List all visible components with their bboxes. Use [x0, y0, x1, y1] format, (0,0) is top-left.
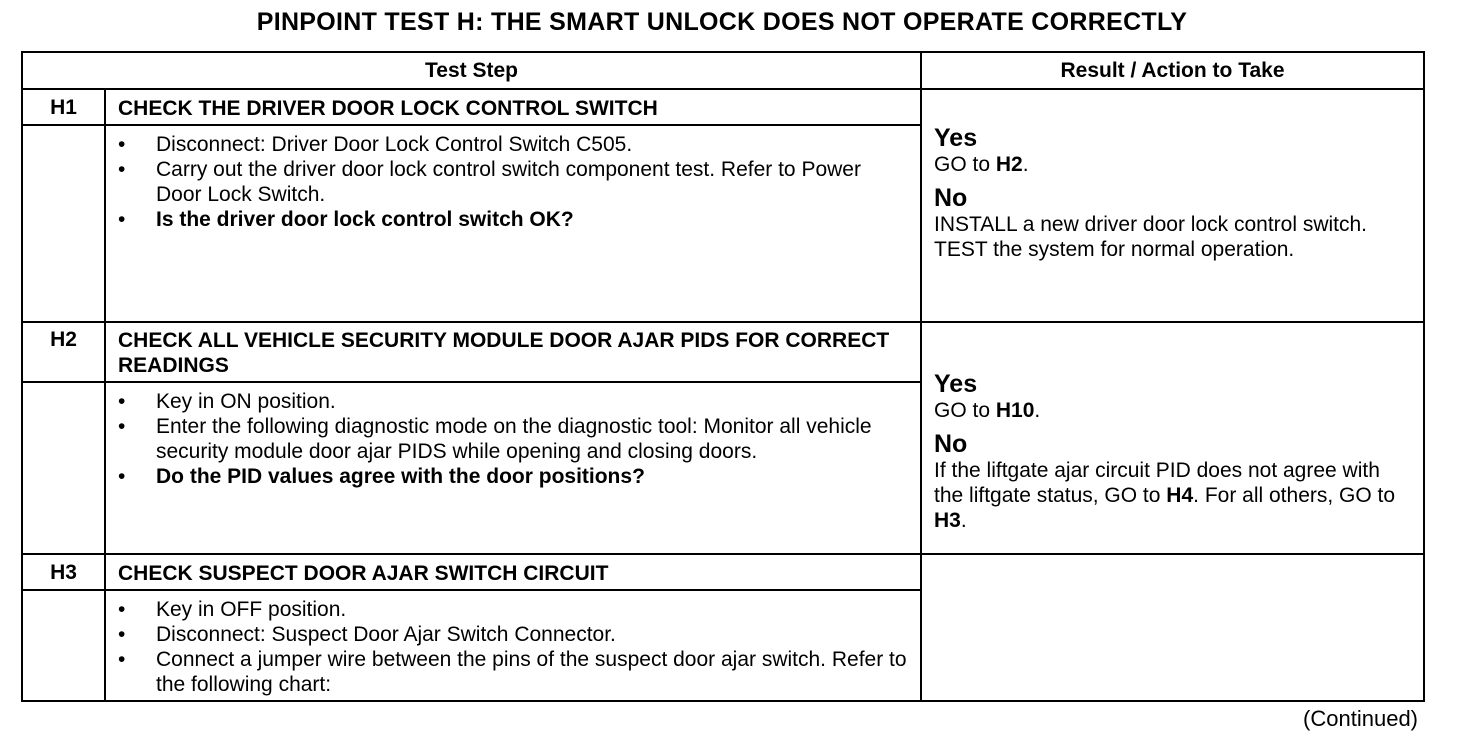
step-heading: CHECK ALL VEHICLE SECURITY MODULE DOOR AJAR PIDS FOR CORRECT READINGS [105, 322, 921, 382]
step-result [921, 554, 1424, 701]
column-header-result: Result / Action to Take [921, 52, 1424, 89]
step-heading-row [22, 89, 1424, 125]
continued-note: (Continued) [1303, 706, 1418, 731]
step-heading-row [22, 554, 1424, 590]
step-instructions [105, 125, 921, 322]
step-question: • Is the driver door lock control switch OK? [118, 207, 910, 232]
result-yes-text: GO to H2. [934, 153, 1029, 176]
list-item: • Carry out the driver door lock control switch component test. Refer to Power Door Lock Switch. [118, 157, 910, 207]
step-link: H2 [995, 153, 1023, 176]
result-yes-label: Yes [934, 124, 978, 152]
step-heading-row [22, 322, 1424, 382]
step-link: H3 [934, 509, 961, 532]
step-instructions [105, 590, 921, 701]
step-id: H2 [22, 322, 105, 382]
result-yes-text: GO to H10. [934, 399, 1041, 422]
step-result [921, 322, 1424, 554]
list-item: • Enter the following diagnostic mode on the diagnostic tool: Monitor all vehicle security module door ajar PIDS while opening and closing doors. [118, 414, 910, 464]
table-header-row [22, 52, 1424, 89]
result-no-text: If the liftgate ajar circuit PID does not agree with the liftgate status, GO to H4. For all others, GO to H3. [934, 459, 1396, 532]
step-result [921, 89, 1424, 322]
step-link: H4 [1166, 484, 1194, 507]
page-title: PINPOINT TEST H: THE SMART UNLOCK DOES NOT OPERATE CORRECTLY [256, 8, 1188, 36]
column-header-test-step: Test Step [22, 52, 921, 89]
step-heading: CHECK SUSPECT DOOR AJAR SWITCH CIRCUIT [105, 554, 921, 590]
result-yes-label: Yes [934, 370, 978, 398]
result-no-label: No [934, 184, 968, 212]
list-item: • Connect a jumper wire between the pins of the suspect door ajar switch. Refer to the following chart: [118, 647, 910, 697]
step-question: • Do the PID values agree with the door positions? [118, 464, 910, 489]
list-item: • Disconnect: Driver Door Lock Control Switch C505. [118, 132, 910, 157]
result-no-text: INSTALL a new driver door lock control switch. TEST the system for normal operation. [934, 213, 1368, 261]
list-item: • Key in ON position. [118, 389, 910, 414]
step-id: H1 [22, 89, 105, 125]
result-no-label: No [934, 430, 968, 458]
step-heading: CHECK THE DRIVER DOOR LOCK CONTROL SWITCH [105, 89, 921, 125]
step-link: H10 [995, 399, 1035, 422]
list-item: • Key in OFF position. [118, 597, 910, 622]
step-id: H3 [22, 554, 105, 590]
step-instructions [105, 382, 921, 554]
list-item: • Disconnect: Suspect Door Ajar Switch Connector. [118, 622, 910, 647]
pinpoint-test-table [21, 51, 1425, 702]
